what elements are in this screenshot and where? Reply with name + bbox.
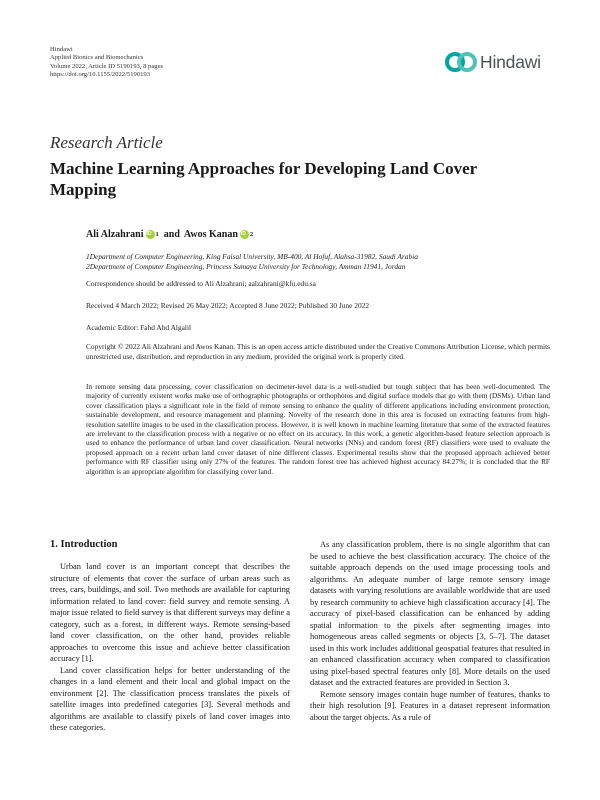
doi-link[interactable]: https://doi.org/10.1155/2022/5190193	[50, 71, 151, 79]
correspondence: Correspondence should be addressed to Ali Alzahrani; aalzahrani@kfu.edu.sa	[86, 279, 316, 288]
author-name[interactable]: Awos Kanan	[183, 229, 238, 240]
paragraph: As any classification problem, there is no single algorithm that can be used to achieve the best classification accuracy. The choice of the suitable approach depends on the used image processing tools and algorithms. An adequate number of large remote sensory image datasets with varying resolutions are available worldwide that are used by research community to achieve high classification accuracy [4]. The accuracy of pixel-based classification can be enhanced by adding spatial information to the pixels after segmenting images into homogeneous areas called segments or objects [3, 5–7]. The dataset used in this work includes additional geospatial features that resulted in an enhanced classification accuracy when compared to classification using pixel-based spectral features only [8]. More details on the used dataset and the extracted features are provided in Section 3.	[310, 540, 550, 687]
article-type: Research Article	[50, 133, 163, 152]
academic-editor: Academic Editor: Fahd Abd Algalil	[86, 323, 192, 332]
paragraph: Remote sensory images contain huge number of features, thanks to their high resolution [9]. Features in a dataset represent information about the target objects. As a rule of	[310, 689, 550, 722]
right-column	[310, 539, 550, 723]
journal-name: Applied Bionics and Biomechanics	[50, 54, 144, 62]
paragraph: Urban land cover is an important concept that describes the structure of elements that cover the surface of urban areas such as trees, cars, buildings, and soil. Two methods are available for capturing information related to land cover: field survey and remote sensing. A major issue related to field survey is that different surveys may define a category, such as a forest, in different ways. Remote sensing-based land cover classification, on the other hand, provides reliable approaches to overcome this issue and achieve better classification accuracy [1].	[50, 562, 290, 663]
volume-info: Volume 2022, Article ID 5190193, 8 pages	[50, 62, 164, 70]
affiliations	[86, 252, 550, 271]
orcid-icon[interactable]	[240, 230, 249, 239]
affiliation-2: 2Department of Computer Engineering, Princess Sumaya University for Technology, Amman 11941, Jordan	[86, 261, 406, 271]
affiliation-1: 1Department of Computer Engineering, King Faisal University, MB-400, Al Hofuf, Alahsa-31982, Saudi Arabia	[86, 252, 418, 261]
author-name[interactable]: Ali Alzahrani	[86, 229, 144, 240]
logo-text: Hindawi	[480, 51, 541, 72]
left-column	[50, 561, 290, 734]
hindawi-logo[interactable]	[444, 50, 541, 74]
author-affiliation-number: 1	[155, 231, 159, 238]
copyright-notice: Copyright © 2022 Ali Alzahrani and Awos Kanan. This is an open access article distributed under the Creative Commons Attribution License, which permits unrestricted use, distribution, and reproduction in any medium, provided the original work is properly cited.	[86, 342, 550, 361]
paragraph: Land cover classification helps for better understanding of the changes in a land element and their local and global impact on the environment [2]. The classification process translates the pixels of satellite images into predefined categories [3]. Several methods and algorithms are available to classify pixels of land cover images into these categories.	[50, 665, 290, 732]
authors-conjunction: and	[163, 229, 180, 240]
article-dates: Received 4 March 2022; Revised 26 May 2022; Accepted 8 June 2022; Published 30 June 2022	[86, 301, 370, 310]
article-title: Machine Learning Approaches for Developing Land Cover Mapping	[50, 159, 477, 199]
publisher-name: Hindawi	[50, 46, 73, 53]
journal-meta	[50, 46, 163, 80]
author-list	[86, 229, 253, 240]
abstract: In remote sensing data processing, cover classification on decimeter-level data is a well-studied but tough subject that has been well-documented. The majority of currently existent works make use of orthographic photographs or orthophotos and digital surface models that go with them (DSMs). Urban land cover classification plays a significant role in the field of remote sensing to enhance the quality of different applications including environment protection, sustainable development, and resource management and planning. Novelty of the research done in this area is focused on extracting features from high-resolution satellite images to be used in the classification process. However, it is well known in machine learning literature that some of the extracted features are irrelevant to the classification process with a negative or no effect on its accuracy. In this work, a genetic algorithm-based feature selection approach is used to enhance the performance of urban land cover classification. Neural networks (NNs) and random forest (RF) classifiers were used to evaluate the proposed approach on a recent urban land cover dataset of nine different classes. Experimental results show that the proposed approach achieved better performance with RF classifier using only 27% of the features. The random forest tree has achieved highest accuracy 84.27%; it is concluded that the RF algorithm is an appropriate algorithm for classifying cover land.	[86, 382, 550, 476]
orcid-icon[interactable]	[146, 230, 155, 239]
hindawi-logo-icon	[444, 50, 478, 74]
author-affiliation-number: 2	[249, 231, 254, 238]
section-heading: 1. Introduction	[50, 539, 118, 550]
